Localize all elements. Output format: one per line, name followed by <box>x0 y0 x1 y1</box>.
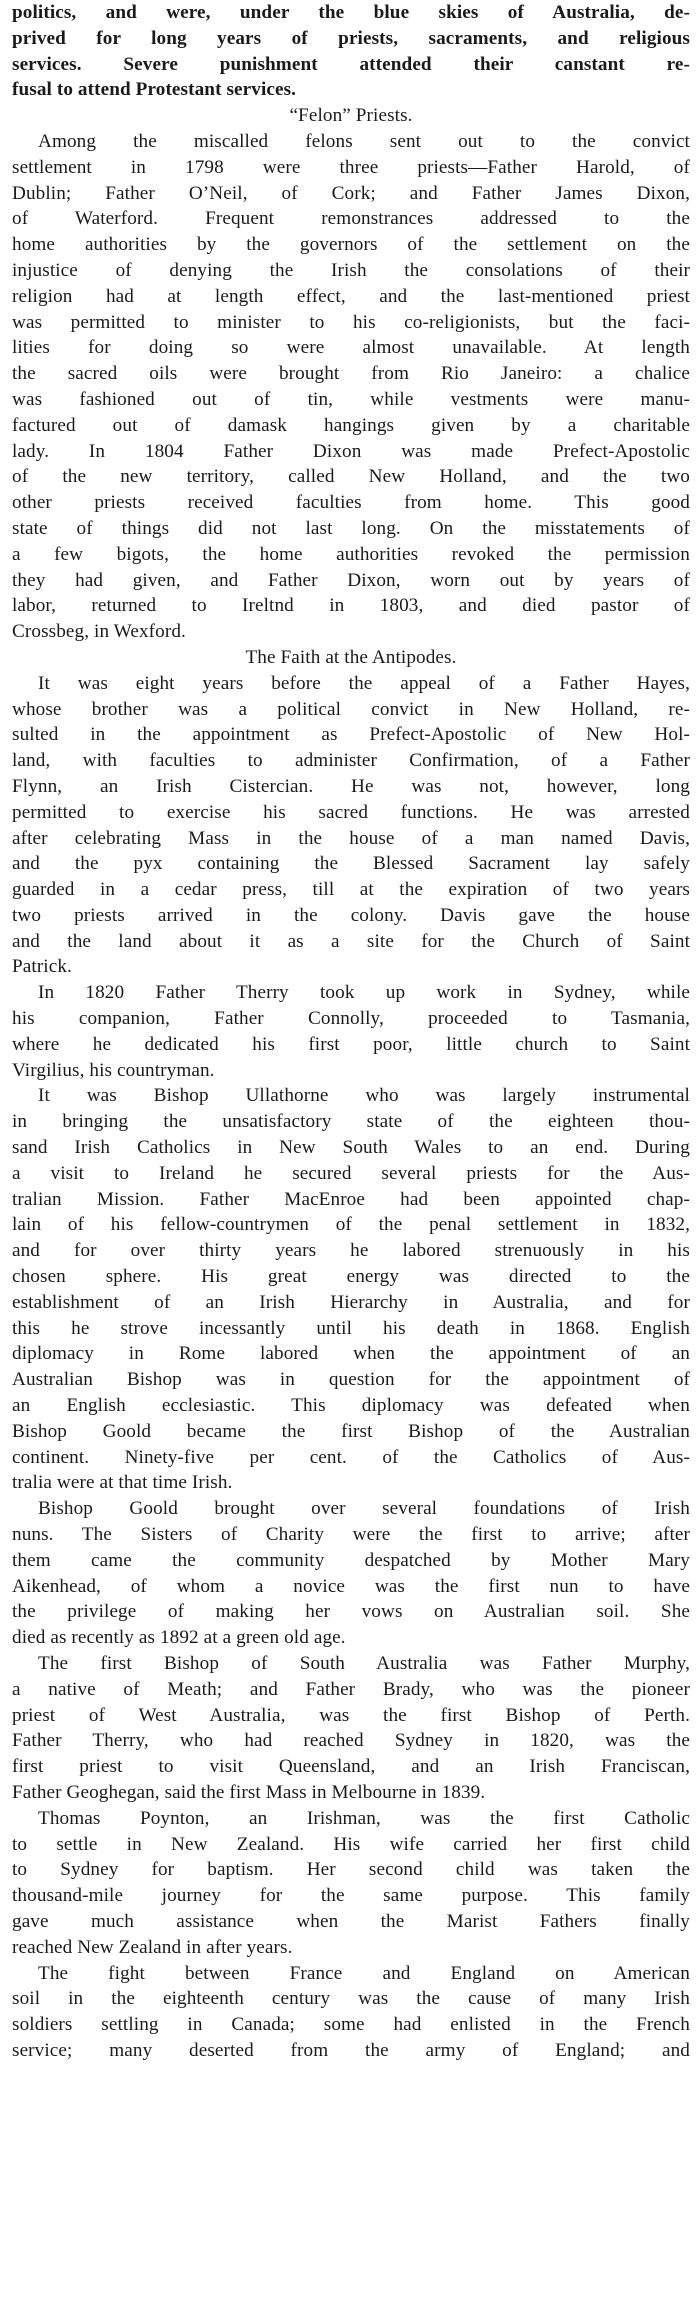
text-column <box>12 0 690 2064</box>
text-line: service; many deserted from the army of England; and <box>12 2039 690 2061</box>
text-line: after celebrating Mass in the house of a man named Davis, <box>12 827 690 849</box>
text-line: an English ecclesiastic. This diplomacy was defeated when <box>12 1395 690 1417</box>
text-line: The first Bishop of South Australia was Father Murphy, <box>38 1653 690 1674</box>
text-line: injustice of denying the Irish the consolations of their <box>12 259 690 281</box>
text-line: lities for doing so were almost unavailable. At length <box>12 337 690 359</box>
paragraph <box>12 129 690 645</box>
paragraph <box>12 980 690 1083</box>
text-line: his companion, Father Connolly, proceeded to Tasmania, <box>12 1008 690 1030</box>
text-line: Father Geoghegan, said the first Mass in Melbourne in 1839. <box>12 1781 486 1803</box>
text-line: Aikenhead, of whom a novice was the first nun to have <box>12 1575 690 1597</box>
text-line: services. Severe punishment attended their canstant re- <box>12 53 690 75</box>
section-heading <box>12 103 690 129</box>
heading-text: “Felon” Priests. <box>289 105 413 127</box>
text-line: Flynn, an Irish Cistercian. He was not, however, long <box>12 775 690 797</box>
text-line: was permitted to minister to his co-religionists, but the faci- <box>12 311 690 333</box>
text-line: priest of West Australia, was the first Bishop of Perth. <box>12 1704 690 1726</box>
text-line: In 1820 Father Therry took up work in Sydney, while <box>38 982 690 1004</box>
text-line: continent. Ninety-five per cent. of the Catholics of Aus- <box>12 1446 690 1468</box>
text-line: a visit to Ireland he secured several priests for the Aus- <box>12 1162 690 1184</box>
text-line: home authorities by the governors of the settlement on the <box>12 234 690 256</box>
text-line: first priest to visit Queensland, and an Irish Franciscan, <box>12 1756 690 1778</box>
text-line: died as recently as 1892 at a green old age. <box>12 1627 346 1649</box>
text-line: thousand-mile journey for the same purpose. This family <box>12 1885 690 1907</box>
text-line: tralia were at that time Irish. <box>12 1472 233 1494</box>
text-line: reached New Zealand in after years. <box>12 1936 293 1958</box>
text-line: gave much assistance when the Marist Fathers finally <box>12 1910 690 1932</box>
text-line: prived for long years of priests, sacraments, and religious <box>12 27 690 49</box>
text-line: Patrick. <box>12 956 72 978</box>
text-line: and the land about it as a site for the Church of Saint <box>12 930 690 952</box>
text-line: state of things did not last long. On the misstatements of <box>12 517 690 539</box>
text-line: politics, and were, under the blue skies of Australia, de- <box>12 2 690 23</box>
text-line: The fight between France and England on American <box>38 1962 690 1984</box>
text-line: them came the community despatched by Mother Mary <box>12 1549 690 1571</box>
heading-text: The Faith at the Antipodes. <box>245 646 457 668</box>
text-line: tralian Mission. Father MacEnroe had been appointed chap- <box>12 1188 690 1210</box>
text-line: in bringing the unsatisfactory state of the eighteen thou- <box>12 1111 690 1133</box>
text-line: Thomas Poynton, an Irishman, was the first Catholic <box>38 1807 690 1829</box>
text-line: fusal to attend Protestant services. <box>12 79 297 101</box>
text-line: other priests received faculties from home. This good <box>12 492 690 514</box>
paragraph <box>12 1651 690 1806</box>
paragraph <box>12 1961 690 2064</box>
text-line: It was Bishop Ullathorne who was largely instrumental <box>38 1085 690 1107</box>
text-line: Crossbeg, in Wexford. <box>12 621 186 643</box>
text-line: Father Therry, who had reached Sydney in 1820, was the <box>12 1730 690 1752</box>
text-line: chosen sphere. His great energy was directed to the <box>12 1266 690 1288</box>
text-line: Australian Bishop was in question for the appointment of <box>12 1369 690 1391</box>
text-line: diplomacy in Rome labored when the appointment of an <box>12 1343 690 1365</box>
text-line: sulted in the appointment as Prefect-Apostolic of New Hol- <box>12 724 690 746</box>
text-line: they had given, and Father Dixon, worn out by years of <box>12 569 690 591</box>
text-line: lain of his fellow-countrymen of the penal settlement in 1832, <box>12 1214 690 1236</box>
text-line: of the new territory, called New Holland, and the two <box>12 466 690 488</box>
text-line: soil in the eighteenth century was the cause of many Irish <box>12 1988 690 2010</box>
text-line: religion had at length effect, and the last-mentioned priest <box>12 285 690 307</box>
text-line: guarded in a cedar press, till at the expiration of two years <box>12 879 690 901</box>
text-line: Dublin; Father O’Neil, of Cork; and Father James Dixon, <box>12 182 690 204</box>
paragraph <box>12 1496 690 1651</box>
text-line: whose brother was a political convict in New Holland, re- <box>12 698 690 720</box>
text-line: Bishop Goold became the first Bishop of the Australian <box>12 1420 690 1442</box>
text-line: two priests arrived in the colony. Davis gave the house <box>12 904 690 926</box>
text-line: permitted to exercise his sacred functions. He was arrested <box>12 801 690 823</box>
paragraph <box>12 1806 690 1961</box>
text-line: a native of Meath; and Father Brady, who was the pioneer <box>12 1678 690 1700</box>
text-line: nuns. The Sisters of Charity were the first to arrive; after <box>12 1524 690 1546</box>
text-line: sand Irish Catholics in New South Wales to an end. During <box>12 1137 690 1159</box>
text-line: soldiers settling in Canada; some had enlisted in the French <box>12 2014 690 2036</box>
text-line: It was eight years before the appeal of a Father Hayes, <box>38 672 690 694</box>
text-line: labor, returned to Ireltnd in 1803, and died pastor of <box>12 595 690 617</box>
paragraph <box>12 671 690 981</box>
text-line: the sacred oils were brought from Rio Janeiro: a chalice <box>12 363 690 385</box>
text-line: factured out of damask hangings given by a charitable <box>12 414 690 436</box>
text-line: and the pyx containing the Blessed Sacrament lay safely <box>12 853 690 875</box>
text-line: where he dedicated his first poor, little church to Saint <box>12 1033 690 1055</box>
text-line: establishment of an Irish Hierarchy in Australia, and for <box>12 1291 690 1313</box>
text-line: was fashioned out of tin, while vestments were manu- <box>12 388 690 410</box>
text-line: to settle in New Zealand. His wife carried her first child <box>12 1833 690 1855</box>
text-line: of Waterford. Frequent remonstrances addressed to the <box>12 208 690 230</box>
text-line: and for over thirty years he labored strenuously in his <box>12 1240 690 1262</box>
text-line: a few bigots, the home authorities revoked the permission <box>12 543 690 565</box>
text-line: Bishop Goold brought over several foundations of Irish <box>38 1498 690 1520</box>
text-line: lady. In 1804 Father Dixon was made Prefect-Apostolic <box>12 440 690 462</box>
paragraph <box>12 1083 690 1496</box>
text-line: land, with faculties to administer Confirmation, of a Father <box>12 750 690 772</box>
text-line: Among the miscalled felons sent out to the convict <box>38 130 690 152</box>
text-line: the privilege of making her vows on Australian soil. She <box>12 1601 690 1623</box>
text-line: this he strove incessantly until his death in 1868. English <box>12 1317 690 1339</box>
paragraph <box>12 0 690 103</box>
text-line: to Sydney for baptism. Her second child was taken the <box>12 1859 690 1881</box>
text-line: settlement in 1798 were three priests—Father Harold, of <box>12 156 690 178</box>
section-heading <box>12 645 690 671</box>
text-line: Virgilius, his countryman. <box>12 1059 215 1081</box>
